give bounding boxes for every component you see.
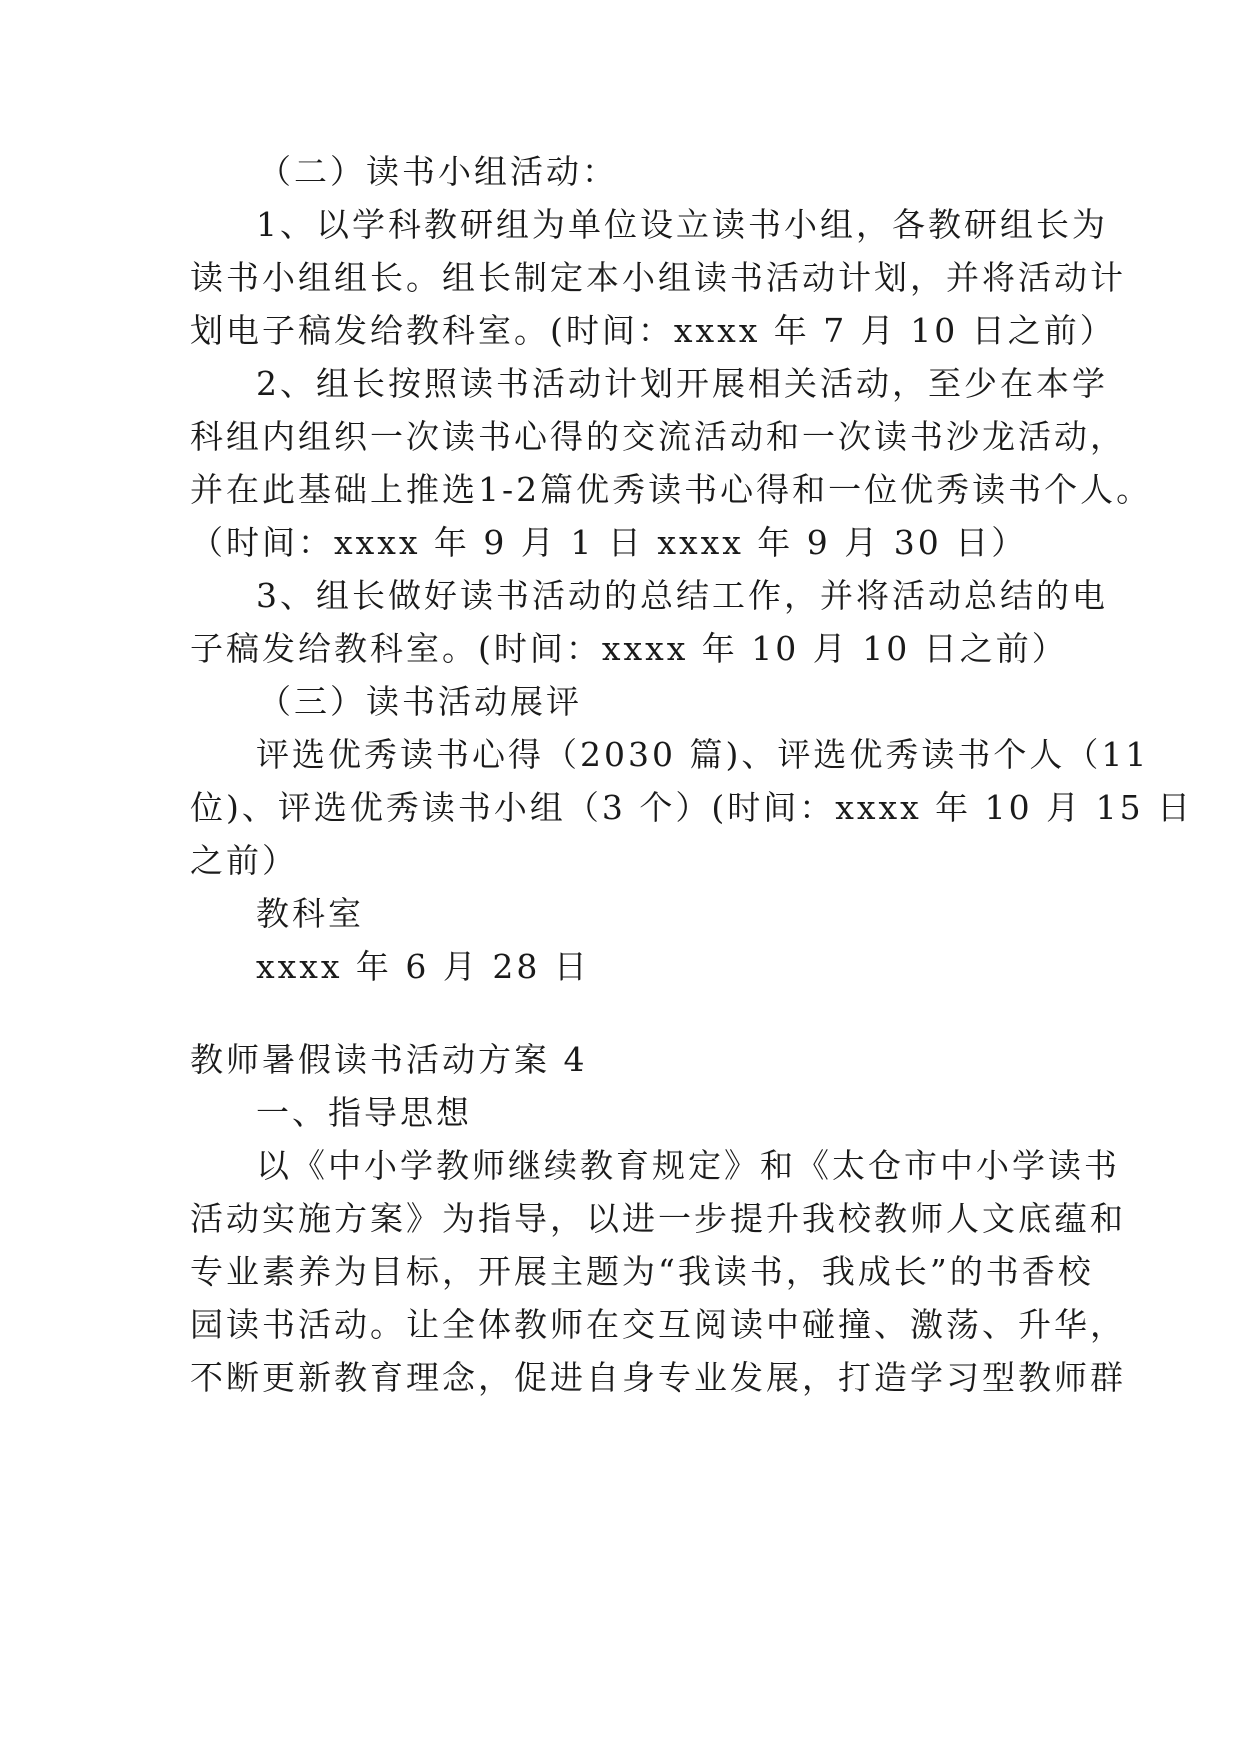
paragraph-line: 评选优秀读书心得（2030 篇)、评选优秀读书个人（11 <box>256 735 1150 774</box>
paragraph-line: （时间：xxxx 年 9 月 1 日 xxxx 年 9 月 30 日） <box>190 523 1028 562</box>
paragraph-line: 之前） <box>190 841 298 880</box>
paragraph-line: 以《中小学教师继续教育规定》和《太仓市中小学读书 <box>256 1146 1120 1185</box>
paragraph-line: 读书小组组长。组长制定本小组读书活动计划，并将活动计 <box>190 258 1126 297</box>
signature-office: 教科室 <box>256 894 364 933</box>
section-heading-reading-groups: （二）读书小组活动： <box>258 152 618 191</box>
paragraph-line: 专业素养为目标，开展主题为“我读书，我成长”的书香校 <box>190 1252 1094 1291</box>
paragraph-line: 1、以学科教研组为单位设立读书小组，各教研组长为 <box>256 205 1108 244</box>
paragraph-line: 活动实施方案》为指导，以进一步提升我校教师人文底蕴和 <box>190 1199 1126 1238</box>
paragraph-line: 位)、评选优秀读书小组（3 个）(时间：xxxx 年 10 月 15 日 <box>190 788 1194 827</box>
paragraph-line: 并在此基础上推选1-2篇优秀读书心得和一位优秀读书个人。 <box>190 470 1153 509</box>
paragraph-line: 不断更新教育理念，促进自身专业发展，打造学习型教师群 <box>190 1358 1126 1397</box>
signature-date: xxxx 年 6 月 28 日 <box>256 947 590 986</box>
document-title: 教师暑假读书活动方案 4 <box>190 1040 588 1079</box>
paragraph-line: 3、组长做好读书活动的总结工作，并将活动总结的电 <box>256 576 1108 615</box>
section-heading-exhibition: （三）读书活动展评 <box>258 682 582 721</box>
paragraph-line: 园读书活动。让全体教师在交互阅读中碰撞、激荡、升华， <box>190 1305 1126 1344</box>
paragraph-line: 子稿发给教科室。(时间：xxxx 年 10 月 10 日之前） <box>190 629 1068 668</box>
paragraph-line: 2、组长按照读书活动计划开展相关活动，至少在本学 <box>256 364 1108 403</box>
paragraph-line: 划电子稿发给教科室。(时间：xxxx 年 7 月 10 日之前） <box>190 311 1116 350</box>
section-heading-guiding-ideology: 一、指导思想 <box>256 1093 472 1132</box>
paragraph-line: 科组内组织一次读书心得的交流活动和一次读书沙龙活动， <box>190 417 1126 456</box>
